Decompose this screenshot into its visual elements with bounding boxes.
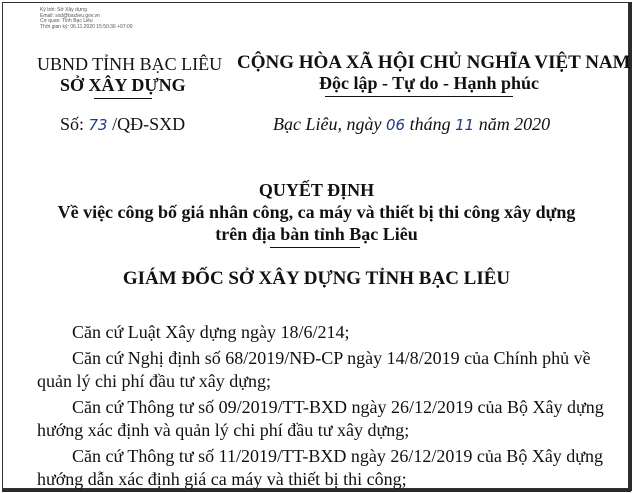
paragraph-4-line2: hướng dẫn xác định giá ca máy và thiết bị thi công;	[37, 469, 407, 489]
nation-motto: Độc lập - Tự do - Hạnh phúc	[319, 73, 540, 93]
paragraph-2-line2: quản lý chi phí đầu tư xây dựng;	[37, 371, 271, 391]
signature-time: Thời gian ký: 06.11.2020 15:50:36 +07:00	[40, 23, 133, 30]
motto-underline	[325, 96, 513, 97]
nation-title: CỘNG HÒA XÃ HỘI CHỦ NGHĨA VIỆT NAM	[237, 52, 631, 73]
paragraph-3-line2: hướng xác định và quản lý chi phí đầu tư xây dựng;	[37, 420, 410, 440]
agency-parent: UBND TỈNH BẠC LIÊU	[37, 54, 223, 74]
paragraph-2-line1: Căn cứ Nghị định số 68/2019/NĐ-CP ngày 14/8/2019 của Chính phủ về	[72, 348, 591, 368]
place-date	[273, 114, 550, 135]
signature-agency: Cơ quan: Tỉnh Bạc Liêu	[40, 18, 93, 24]
page-shadow-right	[629, 2, 632, 491]
document-number	[60, 114, 185, 135]
document-type-title: QUYẾT ĐỊNH	[258, 180, 375, 200]
agency-underline	[94, 98, 152, 99]
paragraph-1: Căn cứ Luật Xây dựng ngày 18/6/214;	[72, 322, 350, 342]
year-label: năm 2020	[478, 114, 551, 134]
number-handwritten: 73	[88, 116, 108, 134]
number-suffix: /QĐ-SXD	[112, 114, 186, 134]
issuing-authority: GIÁM ĐỐC SỞ XÂY DỰNG TỈNH BẠC LIÊU	[122, 268, 511, 289]
agency-name: SỞ XÂY DỰNG	[60, 75, 186, 95]
paragraph-4-line1: Căn cứ Thông tư số 11/2019/TT-BXD ngày 26/12/2019 của Bộ Xây dựng	[72, 446, 604, 466]
month-label: tháng	[409, 114, 451, 134]
place-label: Bạc Liêu, ngày	[273, 114, 382, 134]
number-prefix: Số:	[60, 114, 85, 134]
digital-signature-stamp	[40, 8, 133, 30]
document-subject-line2: trên địa bàn tỉnh Bạc Liêu	[215, 224, 418, 244]
signature-email: Email: sxd@baclieu.gov.vn	[40, 12, 100, 19]
paragraph-3-line1: Căn cứ Thông tư số 09/2019/TT-BXD ngày 26/12/2019 của Bộ Xây dựng	[72, 397, 604, 417]
day-handwritten: 06	[385, 116, 406, 134]
signature-signer: Ký bởi: Sở Xây dựng	[40, 7, 87, 13]
document-subject-line1: Về việc công bố giá nhân công, ca máy và thiết bị thi công xây dựng	[57, 202, 576, 222]
month-handwritten: 11	[455, 116, 475, 134]
title-underline	[270, 247, 360, 248]
